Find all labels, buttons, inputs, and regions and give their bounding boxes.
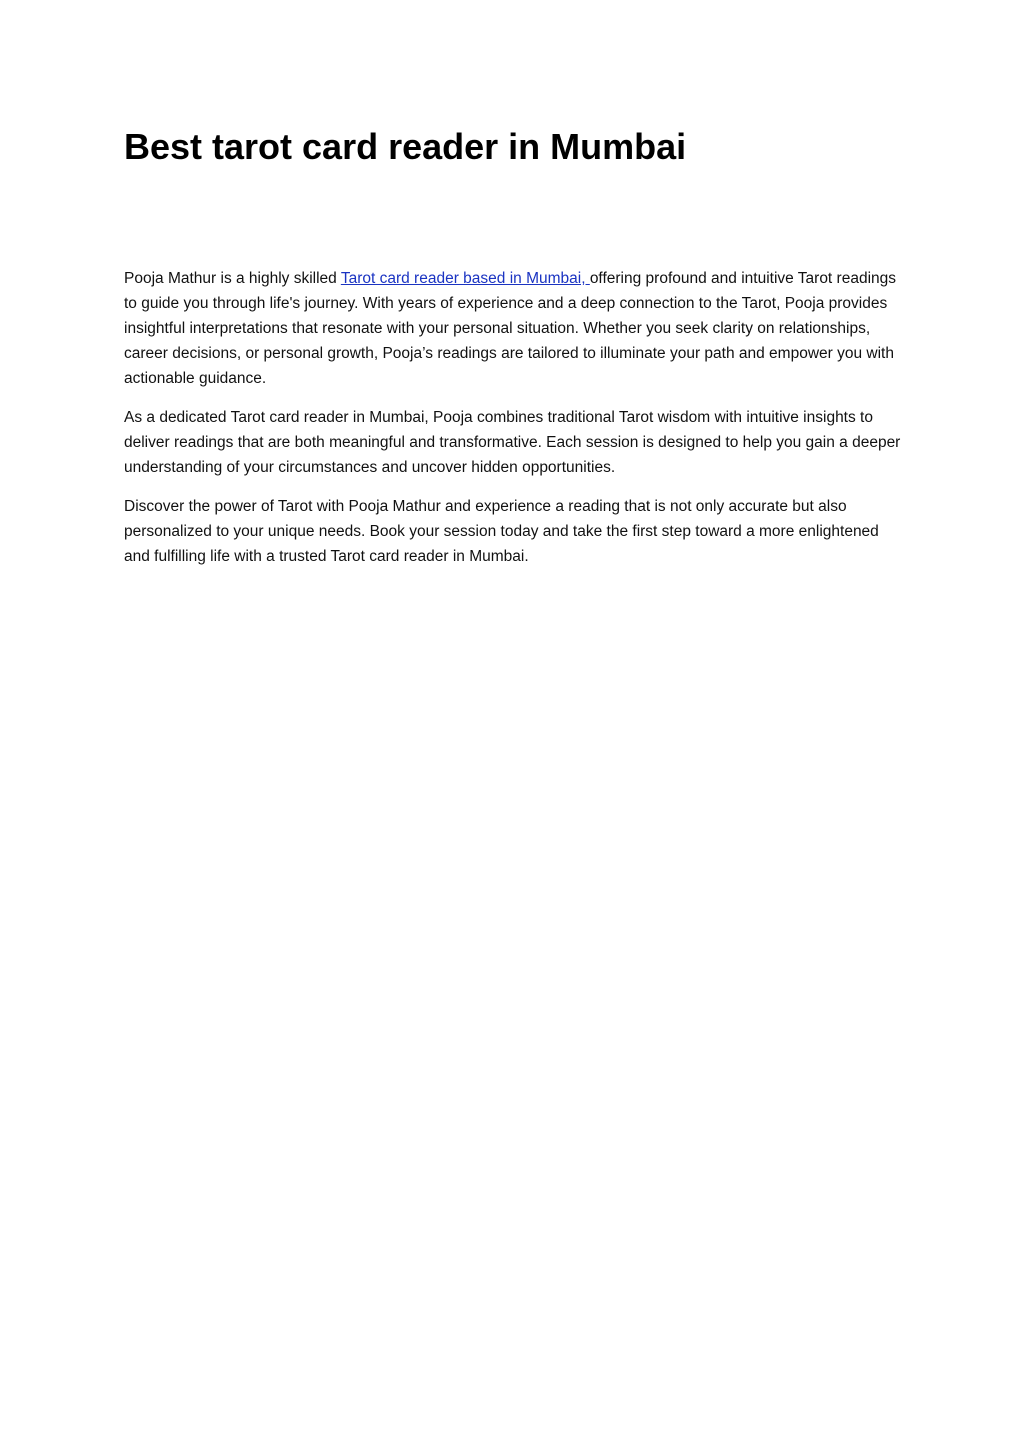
paragraph-dedicated: As a dedicated Tarot card reader in Mumbai, Pooja combines traditional Tarot wisdom with intuitive insights to deliver readings that are both meaningful and transformative. Each session is designed to help you gain a deeper understanding of your circumstances and uncover hidden opportunities. xyxy=(124,409,901,476)
page-title: Best tarot card reader in Mumbai xyxy=(124,126,687,167)
paragraph-intro-lead: Pooja Mathur is a highly skilled xyxy=(124,270,341,287)
paragraph-discover: Discover the power of Tarot with Pooja Mathur and experience a reading that is not only accurate but also personalized to your unique needs. Book your session today and take the first step toward a more enlightened and fulfilling life with a trusted Tarot card reader in Mumbai. xyxy=(124,498,879,565)
tarot-reader-link[interactable]: Tarot card reader based in Mumbai, xyxy=(340,270,590,287)
paragraph-intro xyxy=(124,266,904,391)
paragraph-intro-rest: offering profound and intuitive Tarot readings to guide you through life's journey. With years of experience and a deep connection to the Tarot, Pooja provides insightful interpretations that resonate with your personal situation. Whether you seek clarity on relationships, career decisions, or personal growth, Pooja’s readings are tailored to illuminate your path and empower you with actionable guidance. xyxy=(124,270,897,387)
document-body xyxy=(124,266,904,583)
